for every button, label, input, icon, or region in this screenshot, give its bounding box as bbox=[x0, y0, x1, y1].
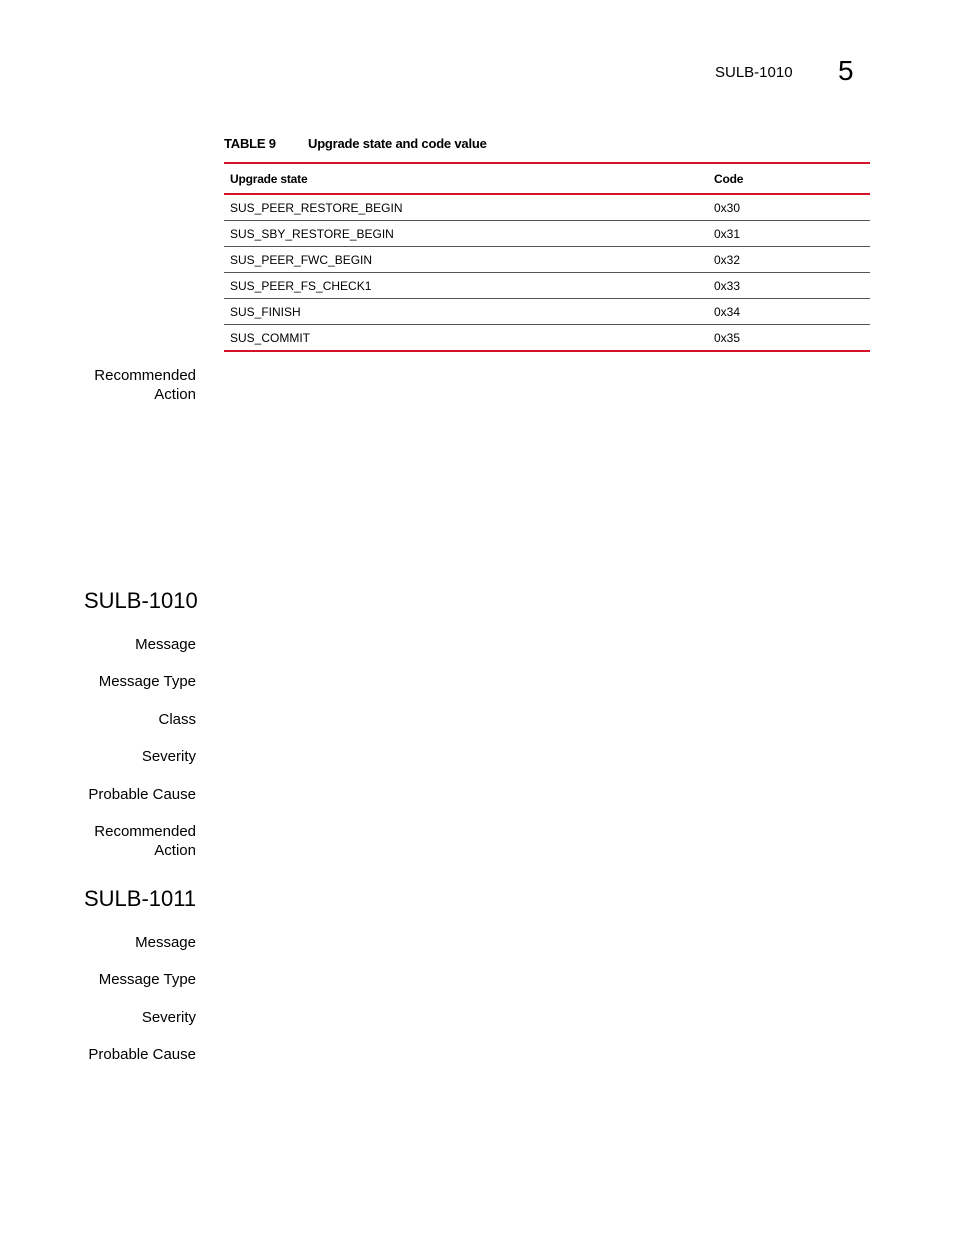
upgrade-state-table bbox=[224, 162, 870, 352]
section-heading-sulb-1011: SULB-1011 bbox=[84, 886, 197, 911]
upgrade-state-cell: SUS_PEER_FWC_BEGIN bbox=[224, 247, 708, 273]
message-type-label: Message Type bbox=[98, 971, 196, 988]
code-cell: 0x35 bbox=[708, 325, 870, 352]
table-row bbox=[224, 194, 870, 221]
code-cell: 0x34 bbox=[708, 299, 870, 325]
label-line: Recommended bbox=[94, 823, 196, 840]
section-heading-sulb-1010: SULB-1010 bbox=[84, 588, 198, 613]
table-caption bbox=[224, 136, 487, 151]
upgrade-state-cell: SUS_PEER_FS_CHECK1 bbox=[224, 273, 708, 299]
table-row bbox=[224, 273, 870, 299]
table-row bbox=[224, 299, 870, 325]
column-header-code: Code bbox=[708, 163, 870, 194]
upgrade-state-cell: SUS_PEER_RESTORE_BEGIN bbox=[224, 194, 708, 221]
label-line: Action bbox=[154, 386, 196, 403]
code-cell: 0x32 bbox=[708, 247, 870, 273]
table-row bbox=[224, 247, 870, 273]
table-caption-title: Upgrade state and code value bbox=[308, 136, 487, 151]
probable-cause-label: Probable Cause bbox=[88, 786, 196, 803]
upgrade-state-cell: SUS_SBY_RESTORE_BEGIN bbox=[224, 221, 708, 247]
recommended-action-label bbox=[94, 366, 196, 404]
label-line: Recommended bbox=[94, 367, 196, 384]
class-label: Class bbox=[158, 711, 196, 728]
table-caption-number: TABLE 9 bbox=[224, 136, 276, 151]
code-cell: 0x31 bbox=[708, 221, 870, 247]
header-chapter-number: 5 bbox=[838, 55, 854, 86]
message-type-label: Message Type bbox=[98, 673, 196, 690]
label-line: Action bbox=[154, 842, 196, 859]
code-cell: 0x33 bbox=[708, 273, 870, 299]
severity-label: Severity bbox=[141, 748, 196, 765]
recommended-action-label bbox=[94, 822, 196, 860]
upgrade-state-cell: SUS_FINISH bbox=[224, 299, 708, 325]
table-row bbox=[224, 325, 870, 352]
column-header-upgrade-state: Upgrade state bbox=[224, 163, 708, 194]
probable-cause-label: Probable Cause bbox=[88, 1046, 196, 1063]
table-row bbox=[224, 221, 870, 247]
code-cell: 0x30 bbox=[708, 194, 870, 221]
table-header-row bbox=[224, 163, 870, 194]
header-section-title: SULB-1010 bbox=[715, 64, 793, 81]
severity-label: Severity bbox=[141, 1009, 196, 1026]
message-label: Message bbox=[135, 934, 196, 951]
upgrade-state-cell: SUS_COMMIT bbox=[224, 325, 708, 352]
message-label: Message bbox=[135, 636, 196, 653]
